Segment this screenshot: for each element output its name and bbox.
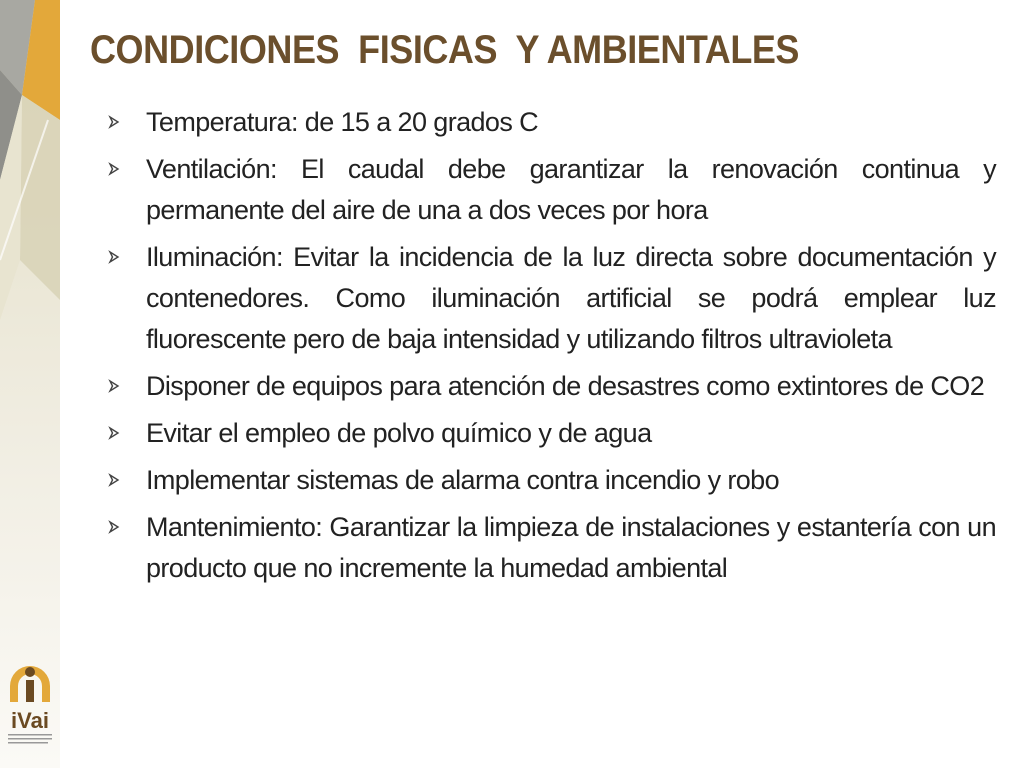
bullet-list (107, 102, 996, 595)
list-item (107, 237, 996, 360)
ivai-logo (4, 652, 56, 752)
list-item (107, 413, 996, 454)
bullet-text: Implementar sistemas de alarma contra incendio y robo (146, 465, 780, 495)
bullet-text: Evitar el empleo de polvo químico y de agua (146, 418, 652, 448)
list-item (107, 366, 996, 407)
arrowhead-bullet-icon (107, 366, 146, 406)
bullet-text: Mantenimiento: Garantizar la limpieza de instalaciones y estantería con un producto que no incremente la humedad ambiental (146, 512, 996, 583)
slide-title: CONDICIONES FISICAS Y AMBIENTALES (90, 28, 800, 72)
list-item (107, 149, 996, 231)
svg-text:iVai: iVai (11, 708, 49, 733)
arrowhead-bullet-icon (107, 460, 146, 500)
arrowhead-bullet-icon (107, 149, 146, 189)
arrowhead-bullet-icon (107, 102, 146, 142)
list-item (107, 102, 996, 143)
arrowhead-bullet-icon (107, 507, 146, 547)
bullet-text: Iluminación: Evitar la incidencia de la luz directa sobre documentación y contenedores. Como iluminación artificial se podrá emplear luz fluorescente pero de baja intensidad y utilizando filtros ultravioleta (146, 242, 996, 354)
bullet-text: Disponer de equipos para atención de desastres como extintores de CO2 (146, 371, 985, 401)
list-item (107, 507, 996, 589)
arrowhead-bullet-icon (107, 413, 146, 453)
arrowhead-bullet-icon (107, 237, 146, 277)
list-item (107, 460, 996, 501)
ivai-logo-mark (4, 652, 56, 752)
bullet-text: Temperatura: de 15 a 20 grados C (146, 107, 539, 137)
bullet-text: Ventilación: El caudal debe garantizar la renovación continua y permanente del aire de una a dos veces por hora (146, 154, 996, 225)
